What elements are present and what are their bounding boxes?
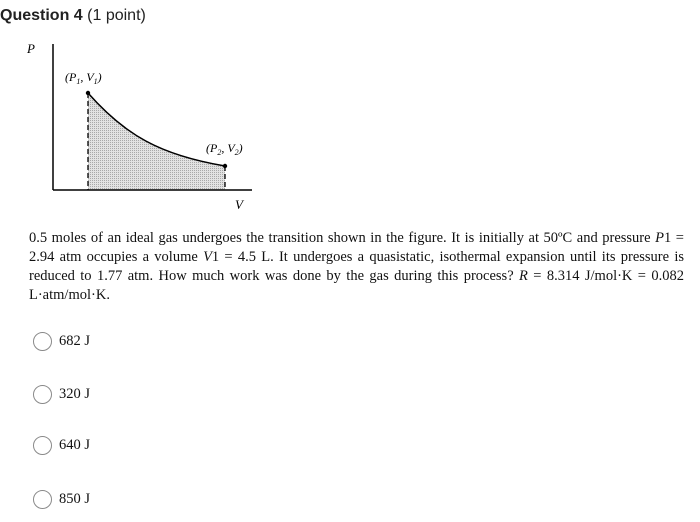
v-axis-label: V [235,197,243,212]
question-header [0,7,146,25]
p-axis-label: P [27,41,35,56]
work-area-shading [88,93,225,190]
answer-label: 682 J [59,332,91,349]
answer-label: 850 J [59,490,91,507]
r-symbol: R [519,268,528,284]
question-points: (1 point) [87,7,146,24]
radio-button[interactable] [33,385,52,404]
point-1-label: ($P_1$, $V_1$) [65,70,102,86]
pv-diagram [0,30,300,220]
answer-option-682[interactable] [33,329,90,353]
radio-button[interactable] [33,490,52,509]
point-2-label: ($P_2$, $V_2$) [206,141,243,157]
question-title: Question 4 [0,7,83,24]
answer-option-640[interactable] [33,433,90,457]
v1-subscript: 1 [211,249,220,265]
answer-label: 640 J [59,436,91,453]
radio-button[interactable] [33,436,52,455]
answer-label: 320 J [59,385,91,402]
question-body: 0.5 moles of an ideal gas undergoes the transition shown in the figure. It is initially at 50ºC and pressure P1 = 2.94 atm occupies a volume V1 = 4.5 L. It undergoes a quasistatic, isothermal expansion until its pressure is reduced to 1.77 atm. How much work was done by the gas during this process? R = 8.314 J/mol·K = 0.082 L·atm/mol·K. [29,230,685,303]
p1-subscript: 1 [664,230,672,246]
p1-symbol: P [655,230,664,246]
answer-option-320[interactable] [33,382,90,406]
point-2-marker [223,164,227,168]
answer-option-850[interactable] [33,487,90,511]
v1-symbol: V [203,249,212,265]
radio-button[interactable] [33,332,52,351]
point-1-marker [86,91,90,95]
